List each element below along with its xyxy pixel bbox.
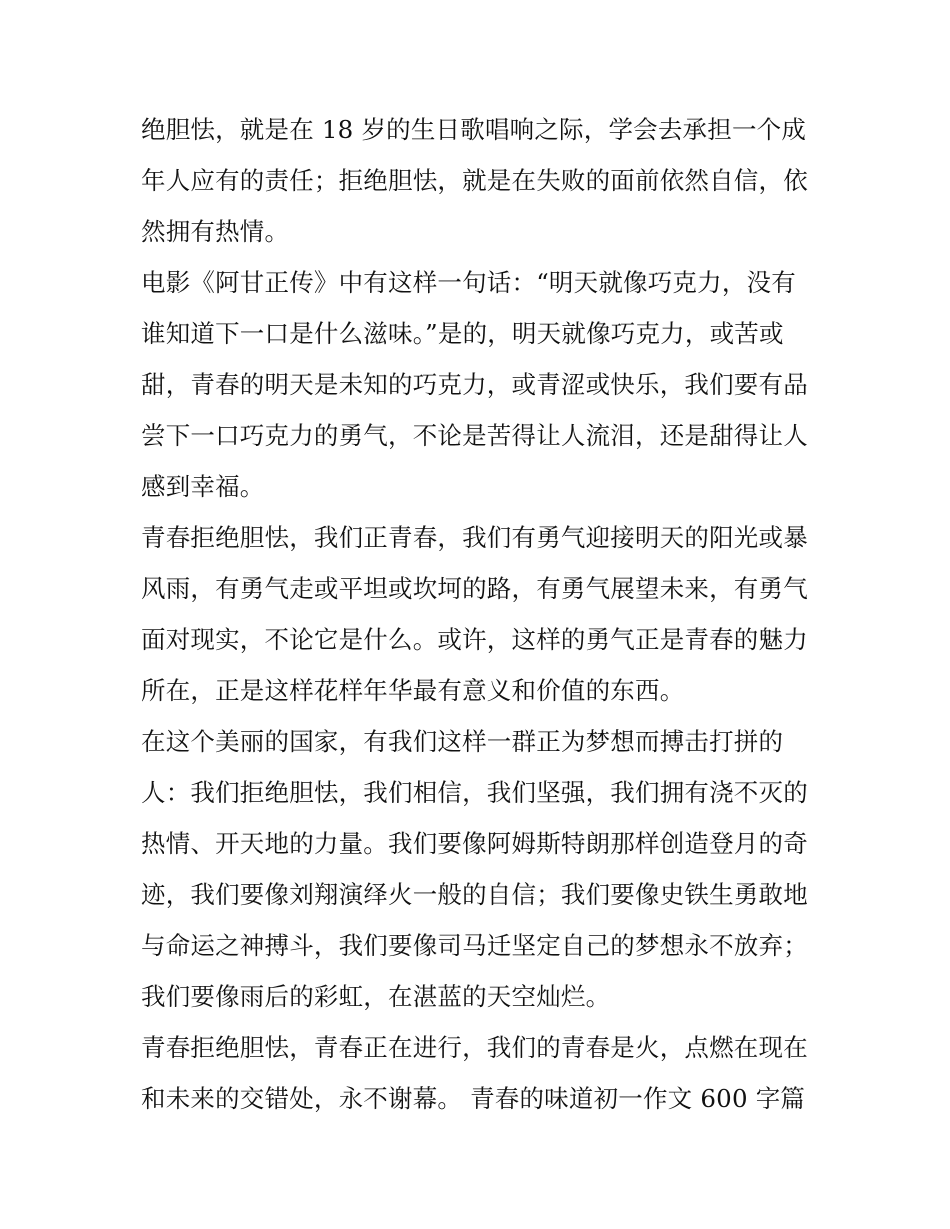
text-line: 尝下一口巧克力的勇气，不论是苦得让人流泪，还是甜得让人 xyxy=(141,421,808,450)
text-line: 青春拒绝胆怯，青春正在进行，我们的青春是火，点燃在现在 xyxy=(141,1033,808,1062)
text-line: 面对现实，不论它是什么。或许，这样的勇气正是青春的魅力 xyxy=(141,625,808,654)
text-line: 年人应有的责任；拒绝胆怯，就是在失败的面前依然自信，依 xyxy=(141,166,808,195)
text-line: 甜，青春的明天是未知的巧克力，或青涩或快乐，我们要有品 xyxy=(141,370,808,399)
text-line: 和未来的交错处，永不谢幕。 青春的味道初一作文 600 字篇 xyxy=(141,1084,806,1113)
text-line: 热情、开天地的力量。我们要像阿姆斯特朗那样创造登月的奇 xyxy=(141,829,808,858)
text-line: 在这个美丽的国家，有我们这样一群正为梦想而搏击打拼的 xyxy=(141,727,784,756)
text-line: 与命运之神搏斗，我们要像司马迁坚定自己的梦想永不放弃； xyxy=(141,931,808,960)
text-line: 人：我们拒绝胆怯，我们相信，我们坚强，我们拥有浇不灭的 xyxy=(141,778,808,807)
text-line: 迹，我们要像刘翔演绎火一般的自信；我们要像史铁生勇敢地 xyxy=(141,880,808,909)
body-text xyxy=(141,110,821,1130)
text-line: 绝胆怯，就是在 18 岁的生日歌唱响之际，学会去承担一个成 xyxy=(141,115,807,144)
text-line: 然拥有热情。 xyxy=(141,217,290,246)
text-line: 谁知道下一口是什么滋味。”是的，明天就像巧克力，或苦或 xyxy=(141,319,784,348)
text-line: 感到幸福。 xyxy=(141,472,265,501)
text-line: 青春拒绝胆怯，我们正青春，我们有勇气迎接明天的阳光或暴 xyxy=(141,523,808,552)
text-line: 风雨，有勇气走或平坦或坎坷的路，有勇气展望未来，有勇气 xyxy=(141,574,808,603)
text-line: 所在，正是这样花样年华最有意义和价值的东西。 xyxy=(141,676,685,705)
text-line: 我们要像雨后的彩虹，在湛蓝的天空灿烂。 xyxy=(141,982,611,1011)
text-line: 电影《阿甘正传》中有这样一句话：“明天就像巧克力，没有 xyxy=(141,268,796,297)
